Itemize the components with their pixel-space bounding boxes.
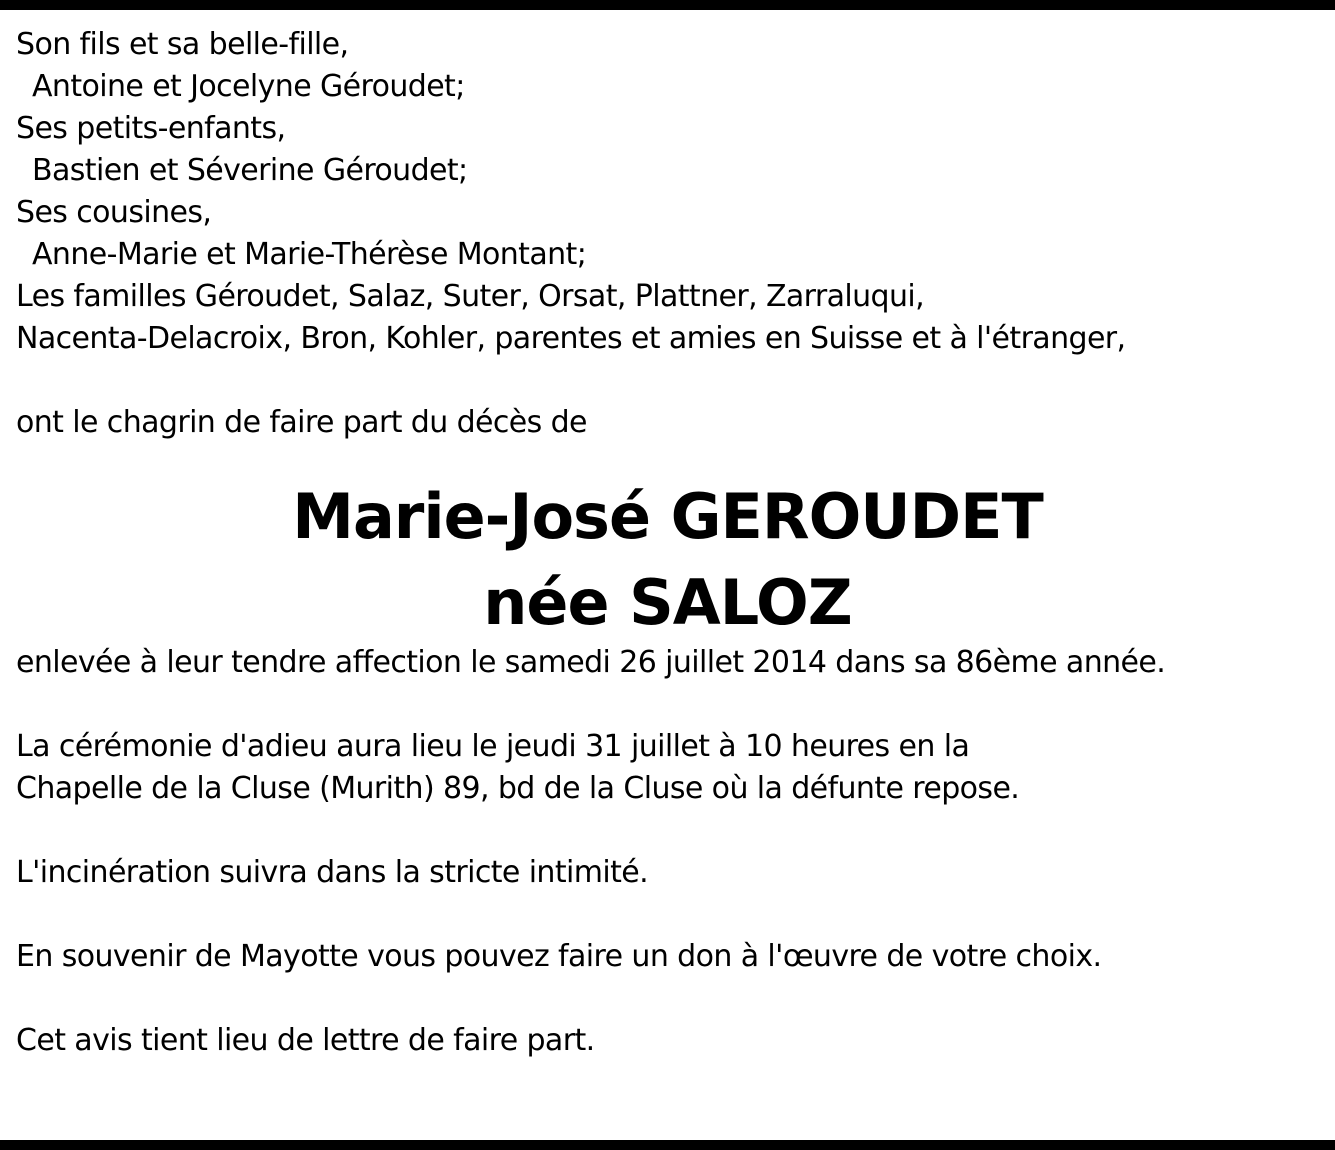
family-line: Ses cousines, (16, 195, 212, 230)
family-line: Bastien et Séverine Géroudet; (32, 153, 468, 188)
ceremony-text-line: Chapelle de la Cluse (Murith) 89, bd de la Cluse où la défunte repose. (16, 771, 1020, 806)
donation-text: En souvenir de Mayotte vous pouvez faire un don à l'œuvre de votre choix. (16, 939, 1102, 974)
family-list (16, 24, 1319, 360)
obituary-notice (16, 24, 1319, 1062)
deceased-birth-name: née SALOZ (483, 566, 852, 639)
spacer (16, 894, 1319, 936)
top-rule (0, 0, 1335, 10)
family-line: Son fils et sa belle-fille, (16, 27, 349, 62)
spacer (16, 360, 1319, 402)
family-line: Anne-Marie et Marie-Thérèse Montant; (32, 237, 587, 272)
family-line: Les familles Géroudet, Salaz, Suter, Orsat, Plattner, Zarraluqui, (16, 279, 925, 314)
cremation-text: L'incinération suivra dans la stricte intimité. (16, 855, 649, 890)
bottom-rule (0, 1140, 1335, 1150)
spacer (16, 810, 1319, 852)
ceremony-text-line: La cérémonie d'adieu aura lieu le jeudi 31 juillet à 10 heures en la (16, 729, 970, 764)
family-line: Antoine et Jocelyne Géroudet; (32, 69, 465, 104)
announcement-text: ont le chagrin de faire part du décès de (16, 405, 587, 440)
family-line: Ses petits-enfants, (16, 111, 286, 146)
spacer (16, 978, 1319, 1020)
deceased-name: Marie-José GEROUDET (292, 480, 1043, 553)
death-notice-text: enlevée à leur tendre affection le samedi 26 juillet 2014 dans sa 86ème année. (16, 645, 1166, 680)
notice-details (16, 642, 1319, 1062)
family-line: Nacenta-Delacroix, Bron, Kohler, parentes et amies en Suisse et à l'étranger, (16, 321, 1126, 356)
spacer (16, 684, 1319, 726)
deceased-name-block (16, 474, 1319, 646)
closing-text: Cet avis tient lieu de lettre de faire part. (16, 1023, 595, 1058)
